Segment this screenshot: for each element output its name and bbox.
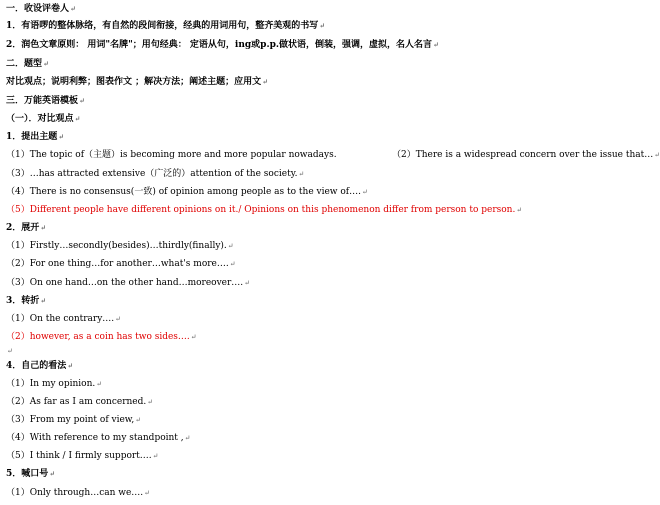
line-text: （2）As far as I am concerned.	[6, 397, 147, 407]
text-line	[6, 39, 638, 51]
paragraph-mark-icon: ↵	[49, 469, 56, 478]
line-text: （3）On one hand…on the other hand…moreover….	[6, 278, 244, 288]
paragraph-mark-icon: ↵	[190, 333, 197, 341]
text-line	[6, 113, 638, 125]
text-line	[6, 468, 638, 480]
line-text: （1）Only through…can we….	[6, 488, 144, 498]
paragraph-mark-icon: ↵	[58, 132, 65, 141]
paragraph-mark-icon: ↵	[516, 206, 523, 214]
paragraph-mark-icon: ↵	[147, 398, 154, 406]
text-line	[6, 149, 660, 161]
line-text: （1）In my opinion.	[6, 379, 96, 389]
paragraph-mark-icon: ↵	[262, 77, 269, 86]
line-text: 3．转折	[6, 296, 40, 306]
line-text: 1．有语啰的整体脉络，有自然的段间衔接，经典的用词用句，整齐美观的书写	[6, 21, 319, 31]
text-line	[6, 76, 638, 88]
line-text: （4）With reference to my standpoint ,	[6, 433, 184, 443]
paragraph-mark-icon: ↵	[319, 21, 326, 30]
text-line	[6, 331, 638, 343]
text-line	[6, 396, 638, 408]
line-text: （一）．对比观点	[6, 114, 74, 124]
paragraph-mark-icon: ↵	[654, 151, 660, 159]
line-text: 5．喊口号	[6, 469, 49, 479]
line-text: 4．自己的看法	[6, 361, 67, 371]
paragraph-mark-icon: ↵	[135, 416, 142, 424]
paragraph-mark-icon: ↵	[43, 59, 49, 68]
line-text: （3）…has attracted extensive（广泛的）attention of the society.	[6, 169, 298, 179]
line-text: 三．万能英语模板	[6, 96, 79, 106]
paragraph-mark-icon: ↵	[361, 188, 368, 196]
text-line	[6, 487, 638, 499]
text-line	[6, 131, 638, 143]
text-line	[6, 277, 638, 289]
paragraph-mark-icon: ↵	[244, 279, 251, 287]
paragraph-mark-icon: ↵	[184, 434, 191, 442]
line-text: （3）From my point of view,	[6, 415, 135, 425]
text-line	[6, 168, 638, 180]
paragraph-mark-icon: ↵	[40, 296, 47, 305]
paragraph-mark-icon: ↵	[67, 361, 74, 370]
line-text: 2．展开	[6, 223, 40, 233]
paragraph-mark-icon: ↵	[298, 170, 305, 178]
text-line	[6, 186, 638, 198]
text-line	[6, 432, 638, 444]
paragraph-mark-icon: ↵	[79, 96, 85, 105]
paragraph-mark-icon: ↵	[144, 489, 151, 497]
text-line	[6, 258, 638, 270]
text-line	[6, 3, 638, 15]
text-line	[6, 450, 638, 462]
text-line	[6, 20, 638, 32]
paragraph-mark-icon: ↵	[74, 114, 81, 123]
line-text: 2．润色文章原则： 用词"名牌"；用句经典： 定语从句，ing或p.p.做状语，倒装，强调，虚拟，名人名言	[6, 40, 433, 50]
paragraph-mark-icon: ↵	[227, 242, 234, 250]
text-line	[6, 360, 638, 372]
line-text: 1．提出主题	[6, 132, 58, 142]
line-text: （5）I think / I firmly support….	[6, 451, 152, 461]
line-text: （2）however, as a coin has two sides….	[6, 332, 190, 342]
text-line	[6, 345, 638, 357]
text-line	[6, 295, 638, 307]
paragraph-mark-icon: ↵	[70, 4, 76, 13]
line-text: （1）The topic of（主题）is becoming more and more popular nowadays.	[6, 150, 337, 160]
line-text: （1）On the contrary….	[6, 314, 115, 324]
paragraph-mark-icon: ↵	[229, 260, 236, 268]
line-text: 对比观点；说明利弊；图表作文 ；解决方法；阐述主题；应用文	[6, 77, 262, 87]
paragraph-mark-icon: ↵	[40, 223, 47, 232]
text-line	[6, 313, 638, 325]
text-line	[6, 240, 638, 252]
line-text: 二．题型	[6, 59, 43, 69]
line-text: （5）Different people have different opinions on it./ Opinions on this phenomenon differ from person to person.	[6, 205, 516, 215]
paragraph-mark-icon: ↵	[115, 315, 122, 323]
text-line	[6, 222, 638, 234]
text-line	[6, 58, 638, 70]
line-text: （1）Firstly…secondly(besides)…thirdly(finally).	[6, 241, 227, 251]
paragraph-mark-icon: ↵	[152, 452, 159, 460]
paragraph-mark-icon: ↵	[96, 380, 103, 388]
line-text: （2）For one thing…for another…what's more….	[6, 259, 229, 269]
text-line	[6, 204, 638, 216]
line-text: 一．收设评卷人	[6, 4, 70, 14]
text-line	[6, 378, 638, 390]
text-line	[6, 95, 638, 107]
line-text: （4）There is no consensus(一致) of opinion among people as to the view of….	[6, 187, 361, 197]
text-line	[6, 414, 638, 426]
paragraph-mark-icon: ↵	[7, 347, 13, 355]
line-text-second-column: （2）There is a widespread concern over the issue that…↵	[392, 150, 660, 160]
paragraph-mark-icon: ↵	[433, 40, 439, 49]
